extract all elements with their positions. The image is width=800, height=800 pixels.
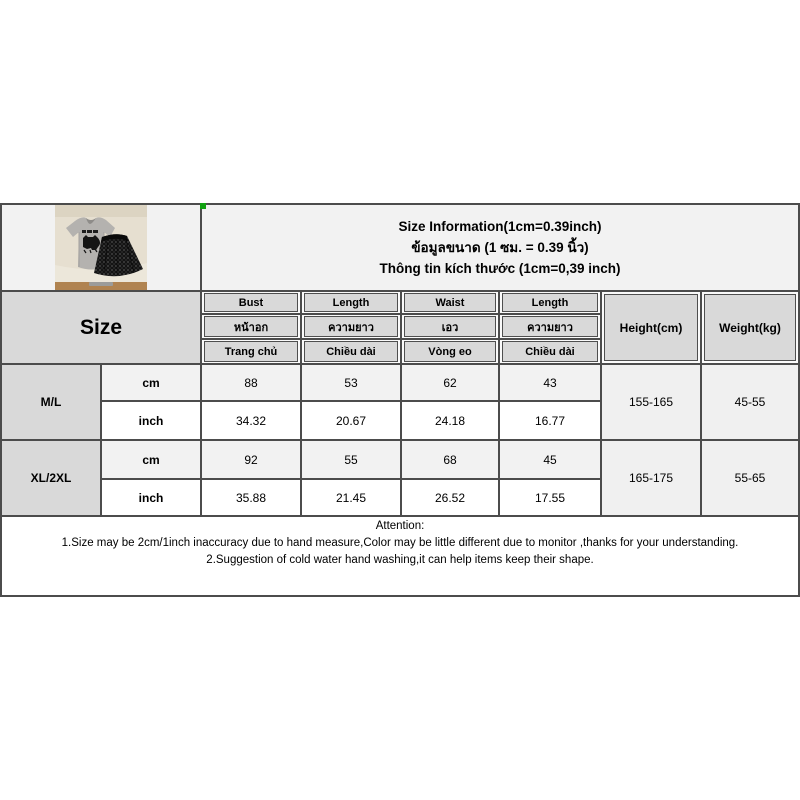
value-xl-cm-length1: 55 (302, 441, 400, 478)
value-ml-inch-waist: 24.18 (402, 402, 498, 439)
value-xl-inch-length1: 21.45 (302, 480, 400, 515)
product-photo-cell (2, 205, 200, 290)
value-xl-cm-bust: 92 (202, 441, 300, 478)
size-column-header: Size (2, 292, 200, 363)
product-photo (55, 205, 147, 290)
unit-cm-ml: cm (102, 365, 200, 400)
size-chart-table (0, 203, 800, 597)
value-xl-inch-waist: 26.52 (402, 480, 498, 515)
value-xl-height: 165-175 (602, 441, 700, 515)
unit-inch-xl: inch (102, 480, 200, 515)
value-xl-inch-bust: 35.88 (202, 480, 300, 515)
height-column-header: Height(cm) (602, 292, 700, 363)
attention-line-2: 2.Suggestion of cold water hand washing,it can help items keep their shape. (206, 554, 594, 566)
attention-title: Attention: (375, 520, 425, 532)
value-xl-cm-length2: 45 (500, 441, 600, 478)
col-header-bust-en: Bust (202, 292, 300, 313)
col-header-waist-th: เอว (402, 315, 498, 338)
col-header-bust-th: หน้าอก (202, 315, 300, 338)
col-header-waist-vi: Vòng eo (402, 340, 498, 363)
value-ml-inch-bust: 34.32 (202, 402, 300, 439)
size-information-header (202, 205, 798, 290)
attention-note (2, 517, 798, 595)
value-ml-cm-length2: 43 (500, 365, 600, 400)
green-corner-marker (200, 203, 206, 209)
value-xl-inch-length2: 17.55 (500, 480, 600, 515)
value-ml-weight: 45-55 (702, 365, 798, 439)
value-xl-weight: 55-65 (702, 441, 798, 515)
unit-inch-ml: inch (102, 402, 200, 439)
value-xl-cm-waist: 68 (402, 441, 498, 478)
col-header-length1-vi: Chiều dài (302, 340, 400, 363)
size-row-label-ml: M/L (2, 365, 100, 439)
weight-column-header: Weight(kg) (702, 292, 798, 363)
attention-line-1: 1.Size may be 2cm/1inch inaccuracy due to hand measure,Color may be little different due to monitor ,thanks for your understanding. (61, 537, 739, 549)
col-header-length2-th: ความยาว (500, 315, 600, 338)
value-ml-height: 155-165 (602, 365, 700, 439)
col-header-waist-en: Waist (402, 292, 498, 313)
value-ml-cm-length1: 53 (302, 365, 400, 400)
col-header-bust-vi: Trang chủ (202, 340, 300, 363)
col-header-length2-vi: Chiều dài (500, 340, 600, 363)
value-ml-inch-length2: 16.77 (500, 402, 600, 439)
title-line-en: Size Information(1cm=0.39inch) (398, 219, 602, 234)
value-ml-cm-waist: 62 (402, 365, 498, 400)
col-header-length2-en: Length (500, 292, 600, 313)
value-ml-cm-bust: 88 (202, 365, 300, 400)
unit-cm-xl: cm (102, 441, 200, 478)
size-row-label-xl2xl: XL/2XL (2, 441, 100, 515)
title-line-vi: Thông tin kích thước (1cm=0,39 inch) (379, 261, 621, 276)
col-header-length1-th: ความยาว (302, 315, 400, 338)
col-header-length1-en: Length (302, 292, 400, 313)
title-line-th: ข้อมูลขนาด (1 ซม. = 0.39 นิ้ว) (411, 240, 589, 255)
value-ml-inch-length1: 20.67 (302, 402, 400, 439)
